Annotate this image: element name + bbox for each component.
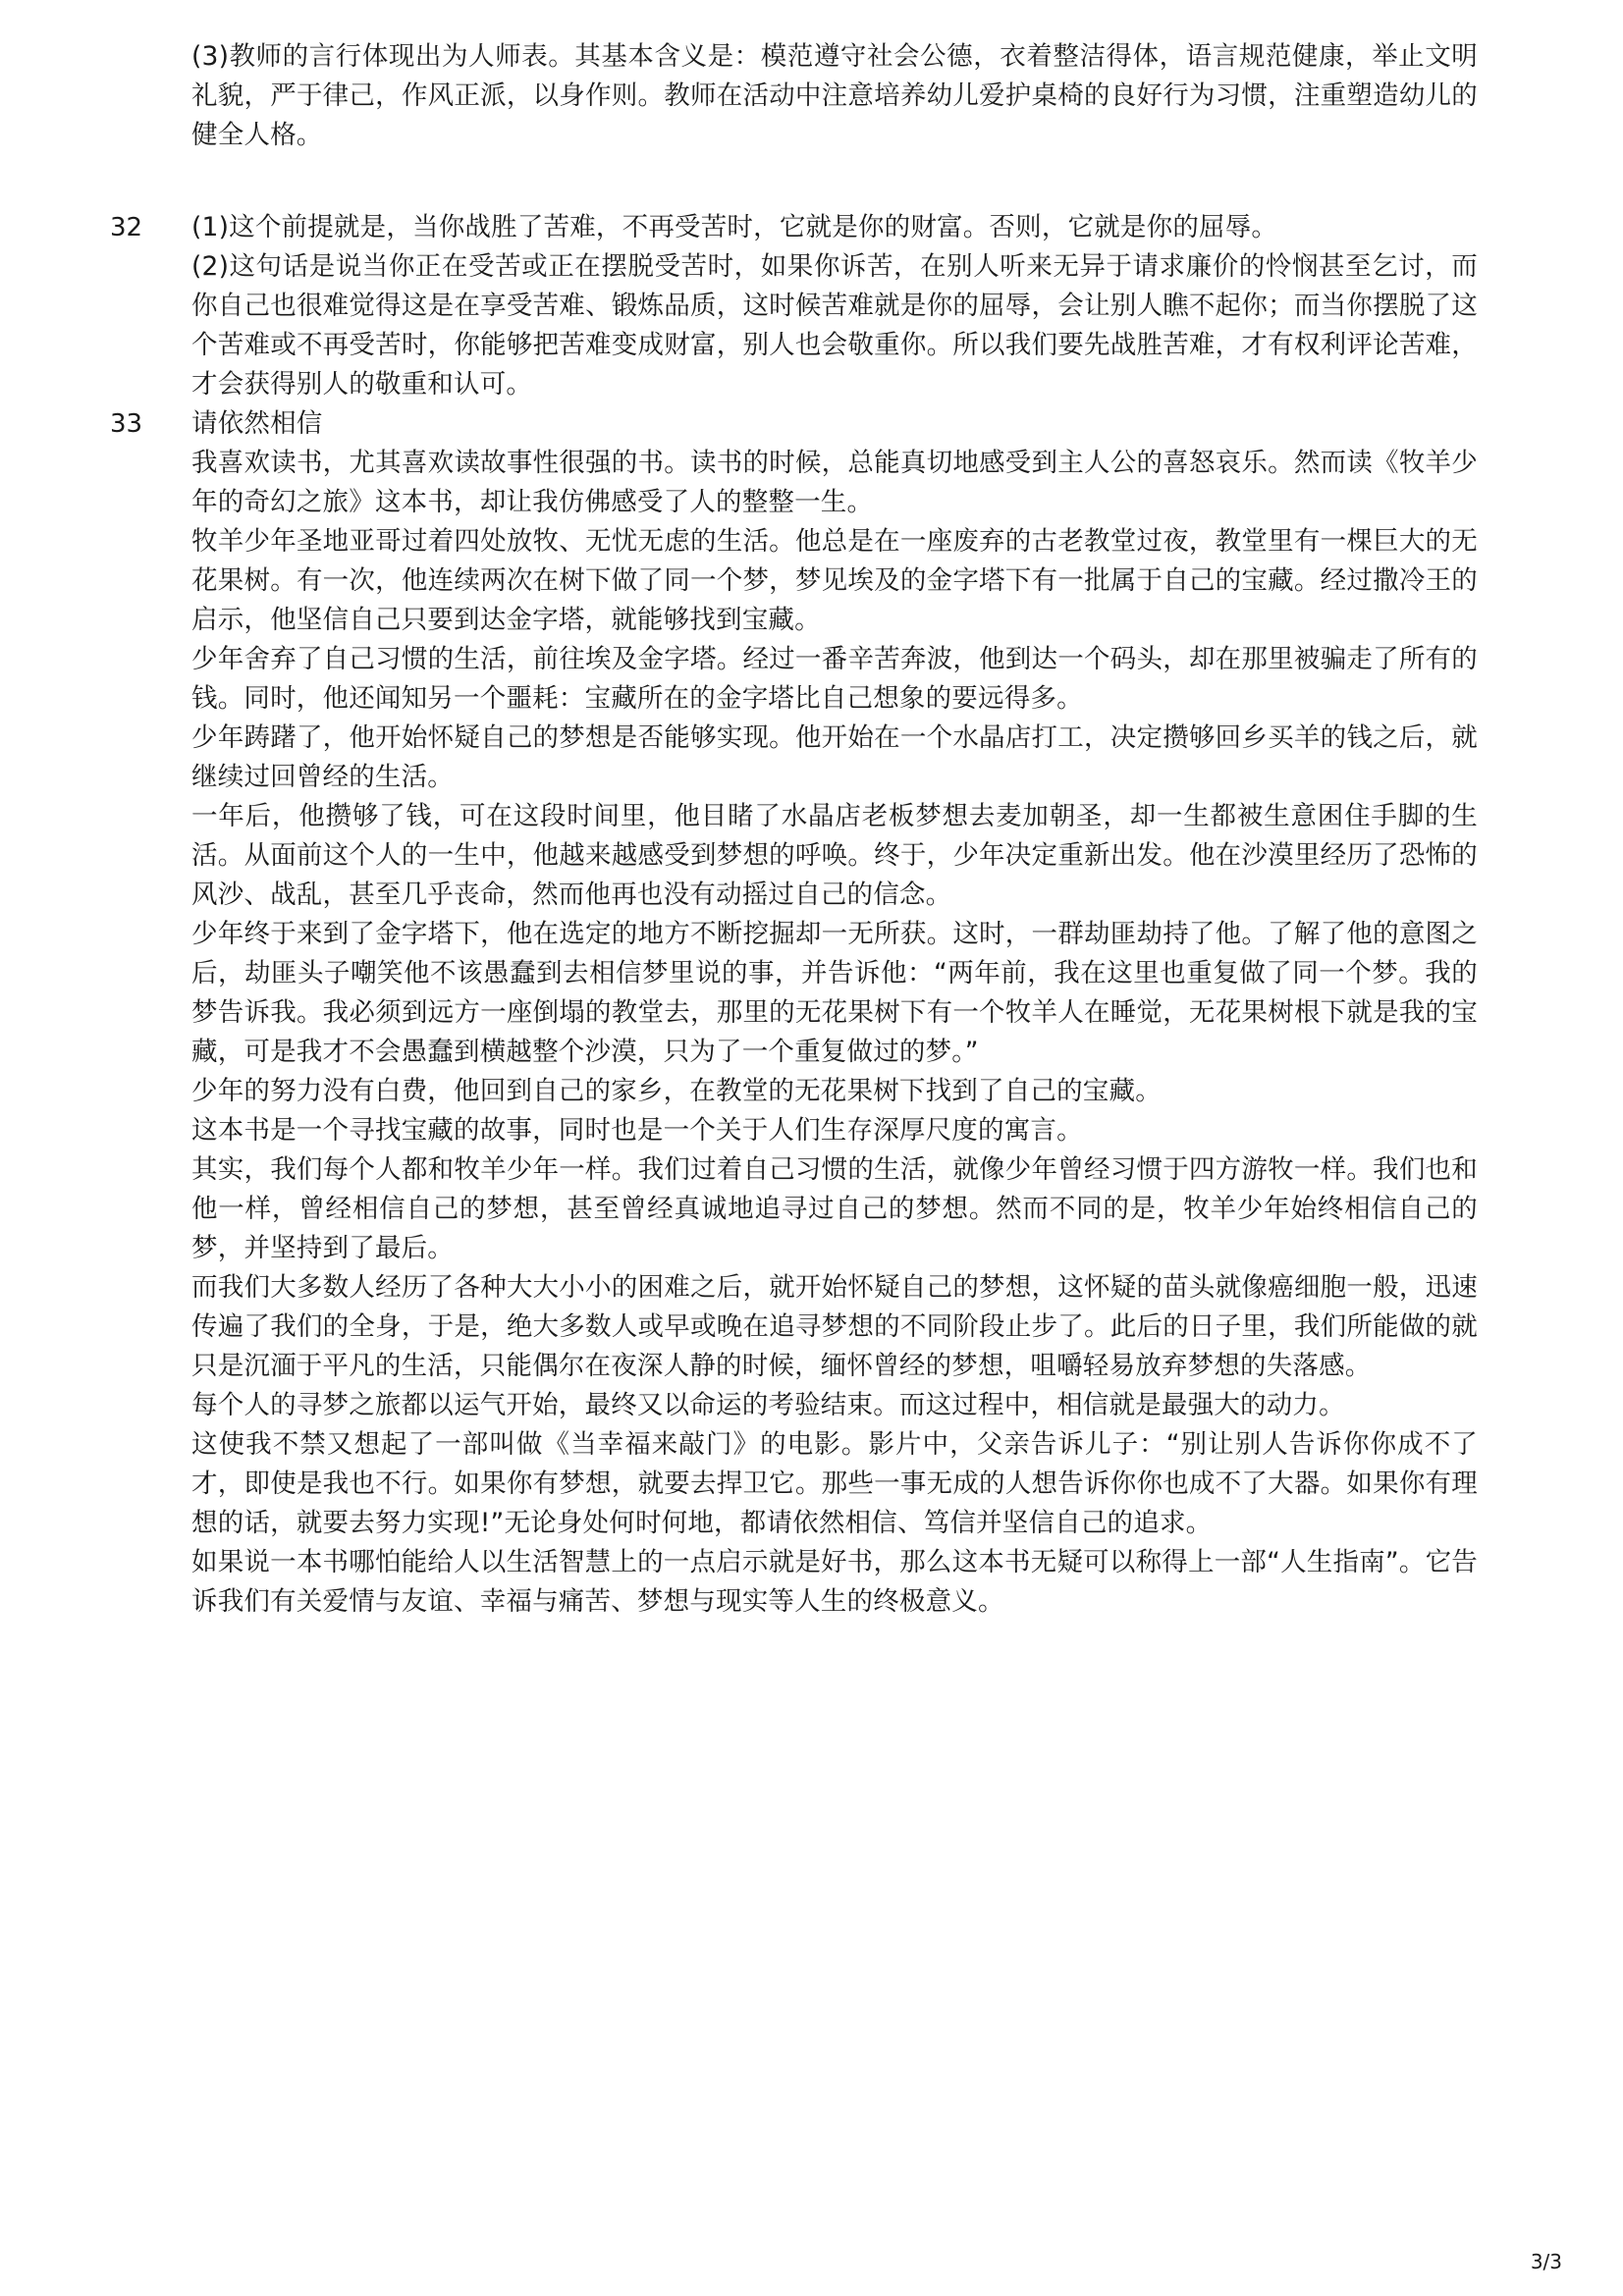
essay-paragraph: 这使我不禁又想起了一部叫做《当幸福来敲门》的电影。影片中，父亲告诉儿子：“别让别人告诉你你成不了才，即使是我也不行。如果你有梦想，就要去捍卫它。那些一事无成的人想告诉你你也成不了大器。如果你有理想的话，就要去努力实现!”无论身处何时何地，都请依然相信、笃信并坚信自己的追求。 — [191, 1429, 1478, 1538]
answer-33 — [191, 404, 1478, 1622]
essay-paragraph: 牧羊少年圣地亚哥过着四处放牧、无忧无虑的生活。他总是在一座废弃的古老教堂过夜，教堂里有一棵巨大的无花果树。有一次，他连续两次在树下做了同一个梦，梦见埃及的金字塔下有一批属于自己的宝藏。经过撒冷王的启示，他坚信自己只要到达金字塔，就能够找到宝藏。 — [191, 526, 1478, 635]
essay-paragraph: 这本书是一个寻找宝藏的故事，同时也是一个关于人们生存深厚尺度的寓言。 — [191, 1115, 1083, 1146]
essay-paragraph: 少年踌躇了，他开始怀疑自己的梦想是否能够实现。他开始在一个水晶店打工，决定攒够回乡买羊的钱之后，就继续过回曾经的生活。 — [191, 722, 1478, 792]
answer-31-part3 — [191, 37, 1478, 155]
essay-paragraph: 少年舍弃了自己习惯的生活，前往埃及金字塔。经过一番辛苦奔波，他到达一个码头，却在那里被骗走了所有的钱。同时，他还闻知另一个噩耗：宝藏所在的金字塔比自己想象的要远得多。 — [191, 644, 1478, 714]
answer-text: (3)教师的言行体现出为人师表。其基本含义是：模范遵守社会公德，衣着整洁得体，语言规范健康，举止文明礼貌，严于律己，作风正派，以身作则。教师在活动中注意培养幼儿爱护桌椅的良好行为习惯，注重塑造幼儿的健全人格。 — [191, 41, 1478, 150]
essay-paragraph: 如果说一本书哪怕能给人以生活智慧上的一点启示就是好书，那么这本书无疑可以称得上一部“人生指南”。它告诉我们有关爱情与友谊、幸福与痛苦、梦想与现实等人生的终极意义。 — [191, 1547, 1478, 1617]
essay-paragraph: 每个人的寻梦之旅都以运气开始，最终又以命运的考验结束。而这过程中，相信就是最强大的动力。 — [191, 1390, 1345, 1420]
essay-paragraph: 少年的努力没有白费，他回到自己的家乡，在教堂的无花果树下找到了自己的宝藏。 — [191, 1076, 1162, 1106]
essay-title: 请依然相信 — [191, 408, 323, 439]
page-number: 3/3 — [1530, 2250, 1562, 2273]
essay-paragraph: 少年终于来到了金字塔下，他在选定的地方不断挖掘却一无所获。这时，一群劫匪劫持了他。了解了他的意图之后，劫匪头子嘲笑他不该愚蠢到去相信梦里说的事，并告诉他：“两年前，我在这里也重复做了同一个梦。我的梦告诉我。我必须到远方一座倒塌的教堂去，那里的无花果树下有一个牧羊人在睡觉，无花果树根下就是我的宝藏，可是我才不会愚蠢到横越整个沙漠，只为了一个重复做过的梦。” — [191, 919, 1478, 1067]
question-number-32: 32 — [110, 213, 143, 242]
answer-32 — [191, 208, 1478, 404]
essay-paragraph: 而我们大多数人经历了各种大大小小的困难之后，就开始怀疑自己的梦想，这怀疑的苗头就像癌细胞一般，迅速传遍了我们的全身，于是，绝大多数人或早或晚在追寻梦想的不同阶段止步了。此后的日子里，我们所能做的就只是沉湎于平凡的生活，只能偶尔在夜深人静的时候，缅怀曾经的梦想，咀嚼轻易放弃梦想的失落感。 — [191, 1272, 1478, 1381]
question-number-33: 33 — [110, 409, 143, 439]
essay-paragraph: 一年后，他攒够了钱，可在这段时间里，他目睹了水晶店老板梦想去麦加朝圣，却一生都被生意困住手脚的生活。从面前这个人的一生中，他越来越感受到梦想的呼唤。终于，少年决定重新出发。他在沙漠里经历了恐怖的风沙、战乱，甚至几乎丧命，然而他再也没有动摇过自己的信念。 — [191, 801, 1478, 910]
answer-32-part1: (1)这个前提就是，当你战胜了苦难，不再受苦时，它就是你的财富。否则，它就是你的屈辱。 — [191, 212, 1278, 242]
answer-32-part2: (2)这句话是说当你正在受苦或正在摆脱受苦时，如果你诉苦，在别人听来无异于请求廉价的怜悯甚至乞讨，而你自己也很难觉得这是在享受苦难、锻炼品质，这时候苦难就是你的屈辱，会让别人瞧不起你；而当你摆脱了这个苦难或不再受苦时，你能够把苦难变成财富，别人也会敬重你。所以我们要先战胜苦难，才有权利评论苦难，才会获得别人的敬重和认可。 — [191, 251, 1478, 400]
essay-paragraph: 我喜欢读书，尤其喜欢读故事性很强的书。读书的时候，总能真切地感受到主人公的喜怒哀乐。然而读《牧羊少年的奇幻之旅》这本书，却让我仿佛感受了人的整整一生。 — [191, 448, 1478, 517]
essay-paragraph: 其实，我们每个人都和牧羊少年一样。我们过着自己习惯的生活，就像少年曾经习惯于四方游牧一样。我们也和他一样，曾经相信自己的梦想，甚至曾经真诚地追寻过自己的梦想。然而不同的是，牧羊少年始终相信自己的梦，并坚持到了最后。 — [191, 1154, 1478, 1263]
